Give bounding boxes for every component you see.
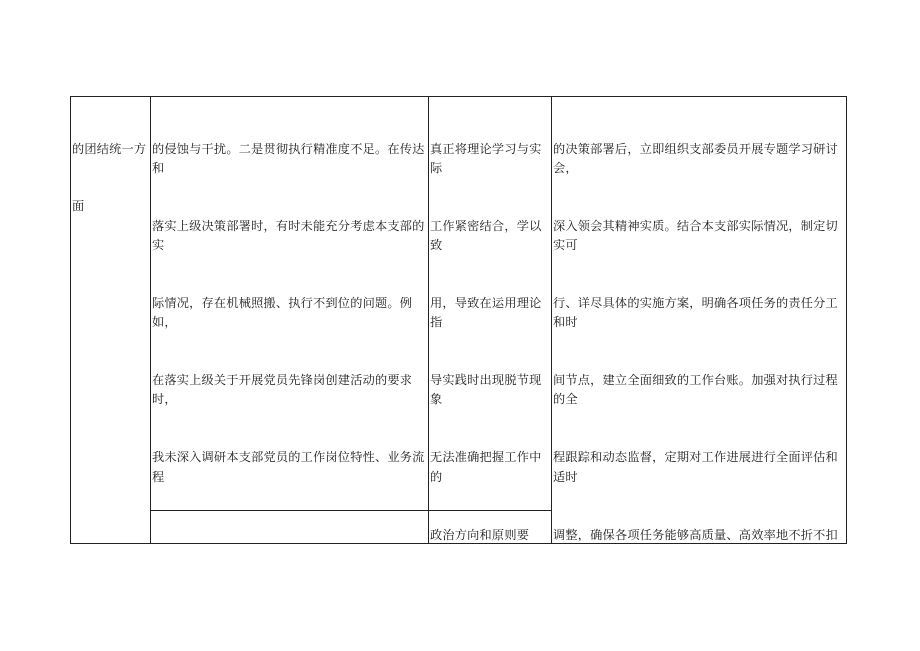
text-line: 真正将理论学习与实际 — [430, 141, 542, 175]
text-line: 的团结统一方 — [72, 141, 147, 156]
table-top-border — [70, 96, 847, 97]
text-line: 际情况，存在机械照搬、执行不到位的问题。例如， — [152, 295, 413, 330]
text-line: 间节点，建立全面细致的工作台账。加强对执行过程的全 — [553, 373, 838, 407]
text-line: 行、详尽具体的实施方案，明确各项任务的责任分工和时 — [553, 295, 838, 330]
text-line: 用，导致在运用理论指 — [430, 295, 542, 330]
cell-column-3 — [430, 101, 552, 541]
text-line: 程跟踪和动态监督，定期对工作进展进行全面评估和适时 — [553, 450, 838, 484]
text-line: 在落实上级关于开展党员先锋岗创建活动的要求时， — [152, 373, 413, 407]
text-line: 我未深入调研本支部党员的工作岗位特性、业务流程 — [152, 450, 425, 484]
text-line: 的决策部署后，立即组织支部委员开展专题学习研讨会， — [553, 141, 838, 175]
text-line: 落实上级决策部署时，有时未能充分考虑本支部的实 — [152, 218, 425, 253]
text-line: 工作紧密结合，学以致 — [430, 218, 542, 253]
column-divider-1 — [150, 96, 151, 544]
text-line: 政治方向和原则要 — [430, 527, 530, 541]
table-bottom-border — [70, 543, 847, 544]
text-line: 深入领会其精神实质。结合本支部实际情况，制定切实可 — [553, 218, 838, 253]
column-divider-2 — [428, 96, 429, 544]
text-line: 面 — [72, 199, 85, 214]
cell-column-1 — [72, 101, 149, 541]
column-2-row-divider — [150, 510, 429, 511]
text-line: 调整，确保各项任务能够高质量、高效率地不折不扣 — [553, 527, 838, 541]
cell-column-2-bottom — [152, 513, 428, 543]
text-line: 无法准确把握工作中的 — [430, 450, 542, 484]
cell-column-4 — [553, 101, 847, 541]
table-left-border — [70, 96, 71, 544]
text-line: 导实践时出现脱节现象 — [430, 373, 542, 407]
text-line: 的侵蚀与干扰。二是贯彻执行精准度不足。在传达和 — [152, 141, 425, 175]
cell-column-2-top — [152, 101, 428, 508]
